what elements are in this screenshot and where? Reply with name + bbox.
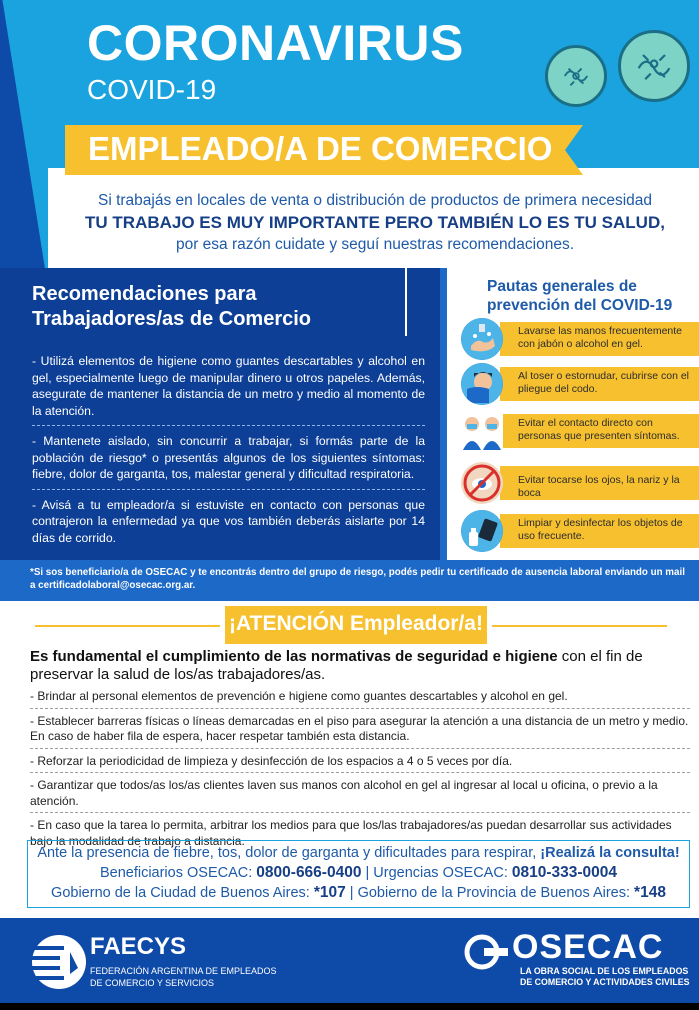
employer-lead [30,648,695,684]
employer-banner-text: ¡ATENCIÓN Empleador/a! [229,612,483,635]
osecac-subtitle-line-1: LA OBRA SOCIAL DE LOS EMPLEADOS [520,966,689,976]
prevention-item-text: Lavarse las manos frecuentemente con jabón o alcohol en gel. [518,325,683,350]
prevention-item-text: Al toser o estornudar, cubrirse con el pliegue del codo. [518,370,690,395]
contact-call-to-action: ¡Realizá la consulta! [540,845,680,861]
osecac-name: OSECAC [512,928,664,966]
employer-item: - Garantizar que todos/as los/as clientes laven sus manos con alcohol en gel al ingresar al local u oficina, o previo a la atención. [30,777,690,813]
virus-icon [618,30,690,102]
contact-prompt: Ante la presencia de fiebre, tos, dolor de garganta y dificultades para respirar, [37,845,541,861]
recommendations-list [32,353,425,559]
page-title: CORONAVIRUS [87,15,464,71]
faecys-subtitle-line-1: FEDERACIÓN ARGENTINA DE EMPLEADOS [90,966,277,976]
osecac-subtitle [520,966,689,988]
prevention-title-line-2: prevención del COVID-19 [487,297,673,314]
employer-item: - Reforzar la periodicidad de limpieza y desinfección de los espacios a 4 o 5 veces por día. [30,753,690,774]
pba-phone: *148 [634,884,666,901]
osecac-subtitle-line-2: DE COMERCIO Y ACTIVIDADES CIVILES [520,977,690,987]
no-touch-face-icon [461,462,503,504]
employer-item: - Brindar al personal elementos de prevención e higiene como guantes descartables y alcohol en gel. [30,688,690,709]
employer-item: - En caso que la tarea lo permita, arbitrar los medios para que los/las trabajadores/as puedan desarrollar sus actividades bajo la modalidad de trabajo a distancia. [30,818,672,848]
contact-line-1 [28,844,689,863]
faecys-name: FAECYS [90,933,187,960]
recommendation-item: - Avisá a tu empleador/a si estuviste en contacto con personas que contrajeron la enfermedad ya que vos también deberás aislarte por 14 días de corrido. [32,497,425,545]
contact-line-3 [28,883,689,903]
employer-lead-rest: con el fin de preservar la salud de los/as trabajadores/as. [30,648,643,683]
intro-text [60,192,690,254]
recommendations-title-line-2: Trabajadores/as de Comercio [32,308,312,330]
recommendations-title [32,282,311,332]
disinfect-spray-icon [461,510,503,552]
footnote: *Si sos beneficiario/a de OSECAC y te encontrás dentro del grupo de riesgo, podés pedir tu certificado de ausencia laboral enviando un mail a certificadolaboral@osecac.org.ar. [30,567,685,591]
title-divider [405,268,407,336]
title-banner-tail [565,125,583,175]
recommendations-title-line-1: Recomendaciones para [32,283,257,305]
caba-phone: *107 [313,884,346,901]
recommendation-item: - Mantenete aislado, sin concurrir a trabajar, si formás parte de la población de riesgo* o presentás algunos de los siguientes síntomas: fiebre, dolor de garganta, tos, malestar general y dificultad respiratoria. [32,433,425,490]
prevention-item [447,510,699,550]
prevention-item [447,410,699,450]
banner-heading: EMPLEADO/A DE COMERCIO [88,130,553,167]
employer-lead-bold: Es fundamental el cumplimiento de las normativas de seguridad e higiene [30,648,558,665]
prevention-item-text: Evitar tocarse los ojos, la nariz y la boca [518,474,680,499]
beneficiaries-phone: 0800-666-0400 [256,864,362,881]
faecys-logo-icon [30,932,88,992]
divider-line-right [492,625,667,627]
pba-label: | Gobierno de la Provincia de Buenos Aires: [345,885,635,901]
employer-list [30,688,690,856]
sneeze-elbow-icon [461,363,503,405]
caba-label: Gobierno de la Ciudad de Buenos Aires: [51,885,314,901]
osecac-logo-icon [460,934,508,970]
prevention-item-text: Limpiar y desinfectar los objetos de uso frecuente. [518,517,683,542]
page-subtitle: COVID-19 [87,74,217,105]
recommendation-item: - Utilizá elementos de higiene como guantes descartables y alcohol en gel, especialmente luego de manipular dinero u otros papeles. Además, asegurate de mantener la distancia de un metro y medio al momento de la atención. [32,353,425,426]
contact-line-2 [28,863,689,883]
urgencies-label: | Urgencias OSECAC: [361,865,512,881]
intro-line-3: por esa razón cuidate y seguí nuestras recomendaciones. [175,236,575,253]
prevention-title-line-1: Pautas generales de [487,278,637,295]
beneficiaries-label: Beneficiarios OSECAC: [99,865,257,881]
faecys-subtitle-line-2: DE COMERCIO Y SERVICIOS [90,978,215,988]
contact-box [27,840,690,908]
urgencies-phone: 0810-333-0004 [511,864,618,881]
faecys-subtitle [90,965,277,989]
prevention-item [447,363,699,403]
intro-line-1: Si trabajás en locales de venta o distribución de productos de primera necesidad [97,192,653,209]
prevention-item [447,318,699,358]
prevention-item-text: Evitar el contacto directo con personas que presenten síntomas. [518,417,680,442]
hand-washing-icon [461,318,503,360]
people-contact-icon [461,410,503,452]
divider-line-left [35,625,220,627]
intro-line-2: TU TRABAJO ES MUY IMPORTANTE PERO TAMBIÉN LO ES TU SALUD, [85,213,665,232]
prevention-title [487,277,672,315]
prevention-item [447,462,699,502]
virus-icon [545,45,607,107]
employer-item: - Establecer barreras físicas o líneas demarcadas en el piso para asegurar la atención a una distancia de un metro y medio. En caso de haber fila de espera, hacer respetar también esta distancia. [30,713,690,749]
